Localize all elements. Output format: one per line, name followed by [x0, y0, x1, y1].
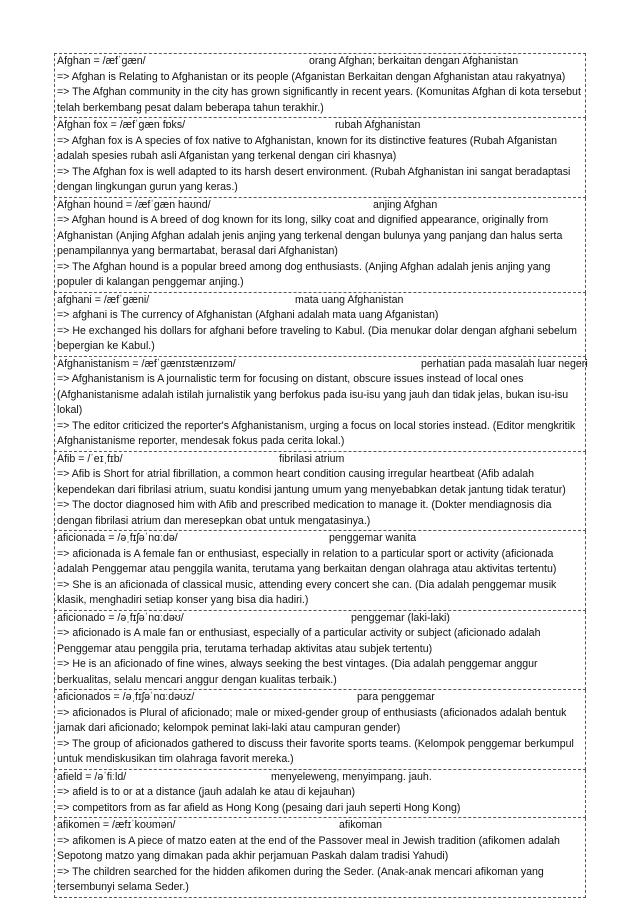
entry-definition: => afghani is The currency of Afghanistan (Afghani adalah mata uang Afganistan): [57, 309, 439, 321]
dictionary-entry: [54, 611, 586, 691]
entry-definition: => aficionado is A male fan or enthusiast, especially of a particular activity or subject (aficionado adalah Penggemar atau penggila pria, terutama terhadap aktivitas atau subjek tertentu): [57, 627, 541, 655]
entry-example: => The Afghan fox is well adapted to its harsh desert environment. (Rubah Afghanistan ini sangat beradaptasi dengan lingkungan gurun yang keras.): [57, 165, 571, 193]
entry-example: => competitors from as far afield as Hong Kong (pesaing dari jauh seperti Hong Kong): [57, 801, 461, 814]
entry-term: Afib = /ˈeɪˌfɪb/: [57, 452, 123, 465]
entry-translation: perhatian pada masalah luar negeri: [421, 357, 588, 370]
entry-translation: fibrilasi atrium: [279, 452, 345, 465]
dictionary-entry: [54, 198, 586, 293]
entry-definition: => afield is to or at a distance (jauh adalah ke atau di kejauhan): [57, 786, 356, 798]
dictionary-entry: [54, 357, 586, 452]
entry-translation: anjing Afghan: [373, 198, 438, 211]
entry-header: [57, 293, 583, 309]
entry-example: => The group of aficionados gathered to discuss their favorite sports teams. (Kelompok penggemar berkumpul untuk mendiskusikan tim olahraga favorit mereka.): [57, 737, 574, 765]
entry-term: afghani = /æfˈɡæni/: [57, 293, 150, 306]
entry-term: Afghan hound = /æfˈɡæn haʊnd/: [57, 198, 211, 211]
dictionary-entry: [54, 818, 586, 898]
dictionary-entry: [54, 118, 586, 198]
entry-header: [57, 357, 588, 373]
dictionary-entry: [54, 690, 586, 770]
entry-term: aficionada = /əˌfɪʃəˈnɑːdə/: [57, 532, 178, 544]
entry-definition: => aficionados is Plural of aficionado; male or mixed-gender group of enthusiasts (aficionados adalah bentuk jamak dari aficionado; kelompok peminat laki-laki atau campuran gender): [57, 706, 567, 734]
entry-header: [57, 818, 583, 834]
entry-example: => The editor criticized the reporter's Afghanistanism, urging a focus on local stories instead. (Editor mengkritik Afghanistanisme reporter, mendesak fokus pada cerita lokal.): [57, 419, 576, 447]
entry-header: [57, 690, 583, 706]
entry-term: Afghanistanism = /æfˈɡænɪstænɪzəm/: [57, 357, 236, 370]
entry-term: Afghan fox = /æfˈɡæn fɒks/: [57, 119, 186, 131]
entry-example: => She is an aficionada of classical music, attending every concert she can. (Dia adalah penggemar musik klasik, menghadiri setiap konser yang bisa dia hadiri.): [57, 578, 557, 606]
dictionary-entry: [54, 53, 586, 118]
entry-definition: => Afib is Short for atrial fibrillation, a common heart condition causing irregular heartbeat (Afib adalah kependekan dari fibrilasi atrium, suatu kondisi jantung umum yang menyebabkan detak jantung tidak teratur): [57, 468, 566, 496]
dictionary-entry: [54, 293, 586, 357]
entry-term: afikomen = /æfɪˈkoʊmən/: [57, 819, 176, 831]
entry-term: afield = /əˈfiːld/: [57, 770, 127, 783]
entry-header: [57, 118, 583, 134]
dictionary-sheet: [54, 53, 586, 898]
entry-header: [57, 198, 583, 214]
entry-translation: penggemar (laki-laki): [351, 611, 450, 624]
entry-definition: => afikomen is A piece of matzo eaten at the end of the Passover meal in Jewish tradition (afikomen adalah Sepotong matzo yang dimakan pada akhir perjamuan Paskah dalam tradisi Yahudi): [57, 834, 560, 862]
entry-translation: para penggemar: [357, 691, 435, 703]
entry-header: [57, 770, 583, 786]
entry-term: Afghan = /æfˈɡæn/: [57, 55, 146, 67]
entry-translation: afikoman: [339, 819, 382, 831]
entry-definition: => Afghanistanism is A journalistic term for focusing on distant, obscure issues instead of local ones (Afghanistanisme adalah istilah jurnalistik yang berfokus pada isu-isu yang jauh dan tidak jelas, bukan isu-isu lokal): [57, 373, 569, 416]
entry-term: aficionados = /əˌfɪʃəˈnɑːdəʊz/: [57, 691, 195, 703]
entry-example: => The children searched for the hidden afikomen during the Seder. (Anak-anak mencari afikoman yang tersembunyi selama Seder.): [57, 865, 544, 893]
entry-definition: => Afghan is Relating to Afghanistan or its people (Afganistan Berkaitan dengan Afghanistan atau rakyatnya): [57, 70, 566, 83]
entry-translation: mata uang Afghanistan: [295, 293, 404, 306]
entry-example: => The doctor diagnosed him with Afib and prescribed medication to manage it. (Dokter mendiagnosis dia dengan fibrilasi atrium dan meresepkan obat untuk mengatasinya.): [57, 499, 552, 527]
entry-definition: => Afghan hound is A breed of dog known for its long, silky coat and dignified appearance, originally from Afghanistan (Anjing Afghan adalah jenis anjing yang terkenal dengan bulunya yang panjang dan halus serta penampilannya yang bermartabat, berasal dari Afghanistan): [57, 214, 563, 257]
entry-translation: menyeleweng, menyimpang. jauh.: [271, 770, 432, 783]
entry-header: [57, 452, 583, 468]
entry-example: => He is an aficionado of fine wines, always seeking the best vintages. (Dia adalah penggemar anggur berkualitas, selalu mencari anggur dengan kualitas terbaik.): [57, 658, 538, 686]
dictionary-entry: [54, 452, 586, 532]
entry-header: [57, 54, 583, 70]
dictionary-entry: [54, 770, 586, 819]
entry-definition: => aficionada is A female fan or enthusiast, especially in relation to a particular sport or activity (aficionada adalah Penggemar atau penggila wanita, terutama yang berkaitan dengan olahraga atau aktivitas tertentu): [57, 547, 557, 575]
entry-term: aficionado = /əˌfɪʃəˈnɑːdəʊ/: [57, 611, 184, 624]
entry-header: [57, 531, 583, 547]
entry-example: => The Afghan community in the city has grown significantly in recent years. (Komunitas Afghan di kota tersebut telah berkembang pesat dalam beberapa tahun terakhir.): [57, 86, 581, 114]
entry-definition: => Afghan fox is A species of fox native to Afghanistan, known for its distinctive features (Rubah Afganistan adalah spesies rubah asli Afganistan yang terkenal dengan ciri khasnya): [57, 134, 557, 162]
dictionary-entry: [54, 531, 586, 611]
entry-translation: penggemar wanita: [329, 532, 417, 544]
entry-translation: rubah Afghanistan: [335, 119, 421, 131]
entry-translation: orang Afghan; berkaitan dengan Afghanistan: [309, 55, 519, 67]
entry-example: => The Afghan hound is a popular breed among dog enthusiasts. (Anjing Afghan adalah jenis anjing yang populer di kalangan penggemar anjing.): [57, 260, 551, 288]
entry-example: => He exchanged his dollars for afghani before traveling to Kabul. (Dia menukar dolar dengan afghani sebelum bepergian ke Kabul.): [57, 324, 578, 352]
entry-header: [57, 611, 583, 627]
